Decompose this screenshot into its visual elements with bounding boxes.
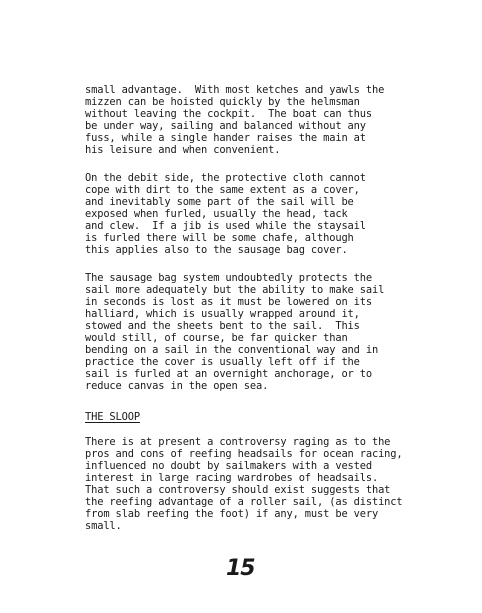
- text-line: interest in large racing wardrobes of headsails.: [85, 472, 379, 484]
- text-line: There is at present a controversy raging as to the: [85, 436, 391, 448]
- text-line: this applies also to the sausage bag cover.: [85, 244, 348, 256]
- text-line: in seconds is lost as it must be lowered on its: [85, 296, 372, 308]
- text-line: small advantage. With most ketches and yawls the: [85, 84, 385, 96]
- text-line: sail is furled at an overnight anchorage, or to: [85, 368, 372, 380]
- text-line: mizzen can be hoisted quickly by the helmsman: [85, 96, 360, 108]
- text-line: sail more adequately but the ability to make sail: [85, 284, 385, 296]
- text-line: his leisure and when convenient.: [85, 144, 281, 156]
- section-heading: THE SLOOP: [85, 411, 140, 423]
- paragraph-2: [85, 172, 366, 256]
- paragraph-1: [85, 84, 384, 156]
- text-line: practice the cover is usually left off if the: [85, 356, 360, 368]
- text-line: from slab reefing the foot) if any, must be very: [85, 508, 379, 520]
- paragraph-3: [85, 272, 384, 392]
- text-line: That such a controversy should exist suggests that: [85, 484, 391, 496]
- text-line: bending on a sail in the conventional way and in: [85, 344, 379, 356]
- text-line: stowed and the sheets bent to the sail. This: [85, 320, 360, 332]
- text-line: would still, of course, be far quicker than: [85, 332, 348, 344]
- text-line: On the debit side, the protective cloth cannot: [85, 172, 366, 184]
- text-line: exposed when furled, usually the head, tack: [85, 208, 348, 220]
- text-line: reduce canvas in the open sea.: [85, 380, 269, 392]
- text-line: halliard, which is usually wrapped around it,: [85, 308, 360, 320]
- text-line: be under way, sailing and balanced without any: [85, 120, 366, 132]
- page-number: 15: [226, 556, 255, 581]
- text-line: cope with dirt to the same extent as a cover,: [85, 184, 360, 196]
- text-line: and clew. If a jib is used while the staysail: [85, 220, 366, 232]
- text-line: influenced no doubt by sailmakers with a vested: [85, 460, 372, 472]
- text-line: small.: [85, 520, 122, 532]
- text-line: the reefing advantage of a roller sail, (as distinct: [85, 496, 403, 508]
- text-line: without leaving the cockpit. The boat can thus: [85, 108, 372, 120]
- text-line: fuss, while a single hander raises the main at: [85, 132, 366, 144]
- text-line: is furled there will be some chafe, although: [85, 232, 354, 244]
- text-line: pros and cons of reefing headsails for ocean racing,: [85, 448, 403, 460]
- text-line: The sausage bag system undoubtedly protects the: [85, 272, 372, 284]
- paragraph-4: [85, 436, 403, 532]
- text-line: and inevitably some part of the sail will be: [85, 196, 354, 208]
